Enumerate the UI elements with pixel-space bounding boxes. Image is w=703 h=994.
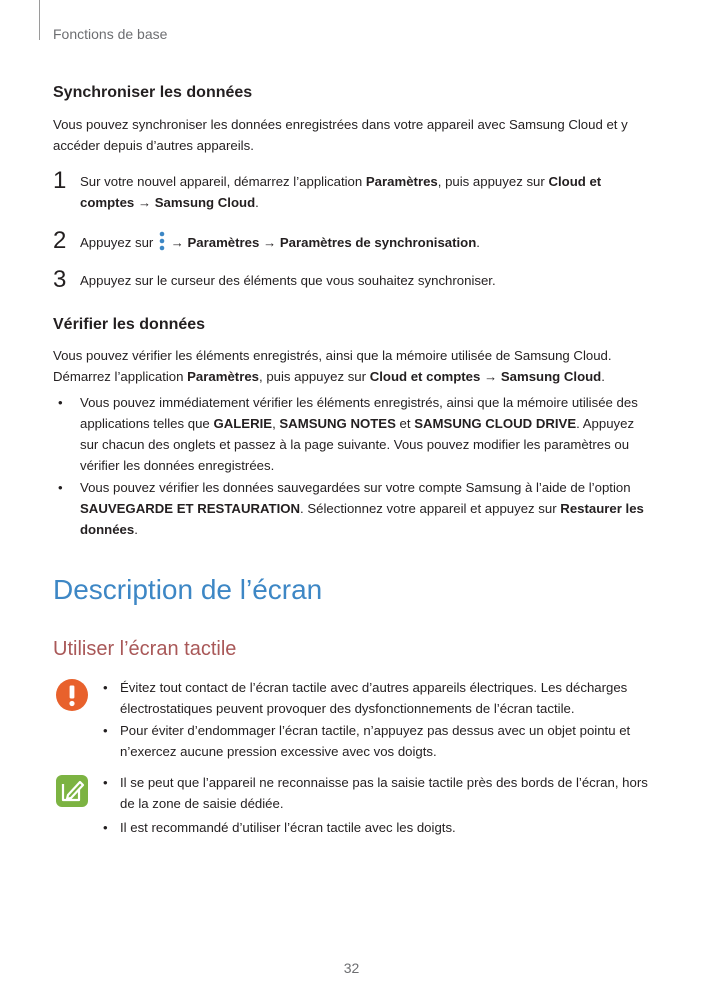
bullet-text: Vous pouvez vérifier les données sauvegardées sur votre compte Samsung à l’aide de l’option SAUVEGARDE ET RESTAURATION. Sélectionnez votre appareil et appuyez sur Restaurer les données. bbox=[80, 480, 644, 537]
sync-section-title: Synchroniser les données bbox=[53, 84, 253, 101]
more-options-icon bbox=[159, 231, 165, 257]
verify-bullet-1 bbox=[58, 392, 653, 476]
caution-icon bbox=[55, 678, 89, 712]
note-icon bbox=[55, 774, 89, 808]
verify-intro: Vous pouvez vérifier les éléments enregistrés, ainsi que la mémoire utilisée de Samsung Cloud. Démarrez l’application Paramètres, puis appuyez sur Cloud et comptes → Samsung Cloud. bbox=[53, 348, 612, 384]
note-bullet-1 bbox=[103, 772, 653, 814]
bullet-dot: • bbox=[103, 680, 108, 695]
bullet-dot: • bbox=[58, 395, 63, 410]
bullet-text: Vous pouvez immédiatement vérifier les éléments enregistrés, ainsi que la mémoire utilisée des applications telles que GALERIE, SAMSUNG NOTES et SAMSUNG CLOUD DRIVE. Appuyez sur chacun des onglets et passez à la page suivante. Vous pouvez modifier les paramètres ou vérifier les données enregistrées. bbox=[80, 395, 638, 473]
note-bullet-2 bbox=[103, 817, 653, 838]
bullet-text: Pour éviter d’endommager l’écran tactile, n’appuyez pas dessus avec un objet pointu et n’exercez aucune pression excessive avec vos doigts. bbox=[120, 723, 631, 759]
touch-section-title: Utiliser l’écran tactile bbox=[53, 638, 237, 660]
sync-intro: Vous pouvez synchroniser les données enregistrées dans votre appareil avec Samsung Cloud et y accéder depuis d’autres appareils. bbox=[53, 117, 628, 153]
step-number: 1 bbox=[53, 167, 67, 194]
step-number: 3 bbox=[53, 266, 67, 293]
running-header: Fonctions de base bbox=[53, 26, 168, 42]
verify-section-title: Vérifier les données bbox=[53, 316, 206, 333]
page-number: 32 bbox=[343, 960, 360, 976]
sync-step-1 bbox=[53, 167, 653, 213]
bullet-text: Il se peut que l’appareil ne reconnaisse pas la saisie tactile près des bords de l’écran, hors de la zone de saisie dédiée. bbox=[120, 775, 648, 811]
bullet-dot: • bbox=[103, 775, 108, 790]
bullet-text: Il est recommandé d’utiliser l’écran tactile avec les doigts. bbox=[120, 820, 456, 835]
bullet-dot: • bbox=[58, 480, 63, 495]
bullet-text: Évitez tout contact de l’écran tactile avec d’autres appareils électriques. Les décharges électrostatiques peuvent provoquer des dysfonctionnements de l’écran tactile. bbox=[120, 680, 628, 716]
step-text: Appuyez sur le curseur des éléments que vous souhaitez synchroniser. bbox=[80, 273, 496, 288]
verify-bullet-2 bbox=[58, 477, 653, 540]
caution-bullet-2 bbox=[103, 720, 653, 762]
sync-step-3 bbox=[53, 266, 653, 312]
step-text: Sur votre nouvel appareil, démarrez l’application Paramètres, puis appuyez sur Cloud et comptes → Samsung Cloud. bbox=[80, 174, 602, 210]
corner-rule bbox=[39, 0, 40, 40]
sync-step-2 bbox=[53, 227, 653, 273]
chapter-title: Description de l’écran bbox=[53, 574, 323, 605]
step-number: 2 bbox=[53, 227, 67, 254]
bullet-dot: • bbox=[103, 723, 108, 738]
caution-bullet-1 bbox=[103, 677, 653, 719]
step-text: Appuyez sur → Paramètres → Paramètres de synchronisation. bbox=[80, 231, 650, 257]
bullet-dot: • bbox=[103, 820, 108, 835]
